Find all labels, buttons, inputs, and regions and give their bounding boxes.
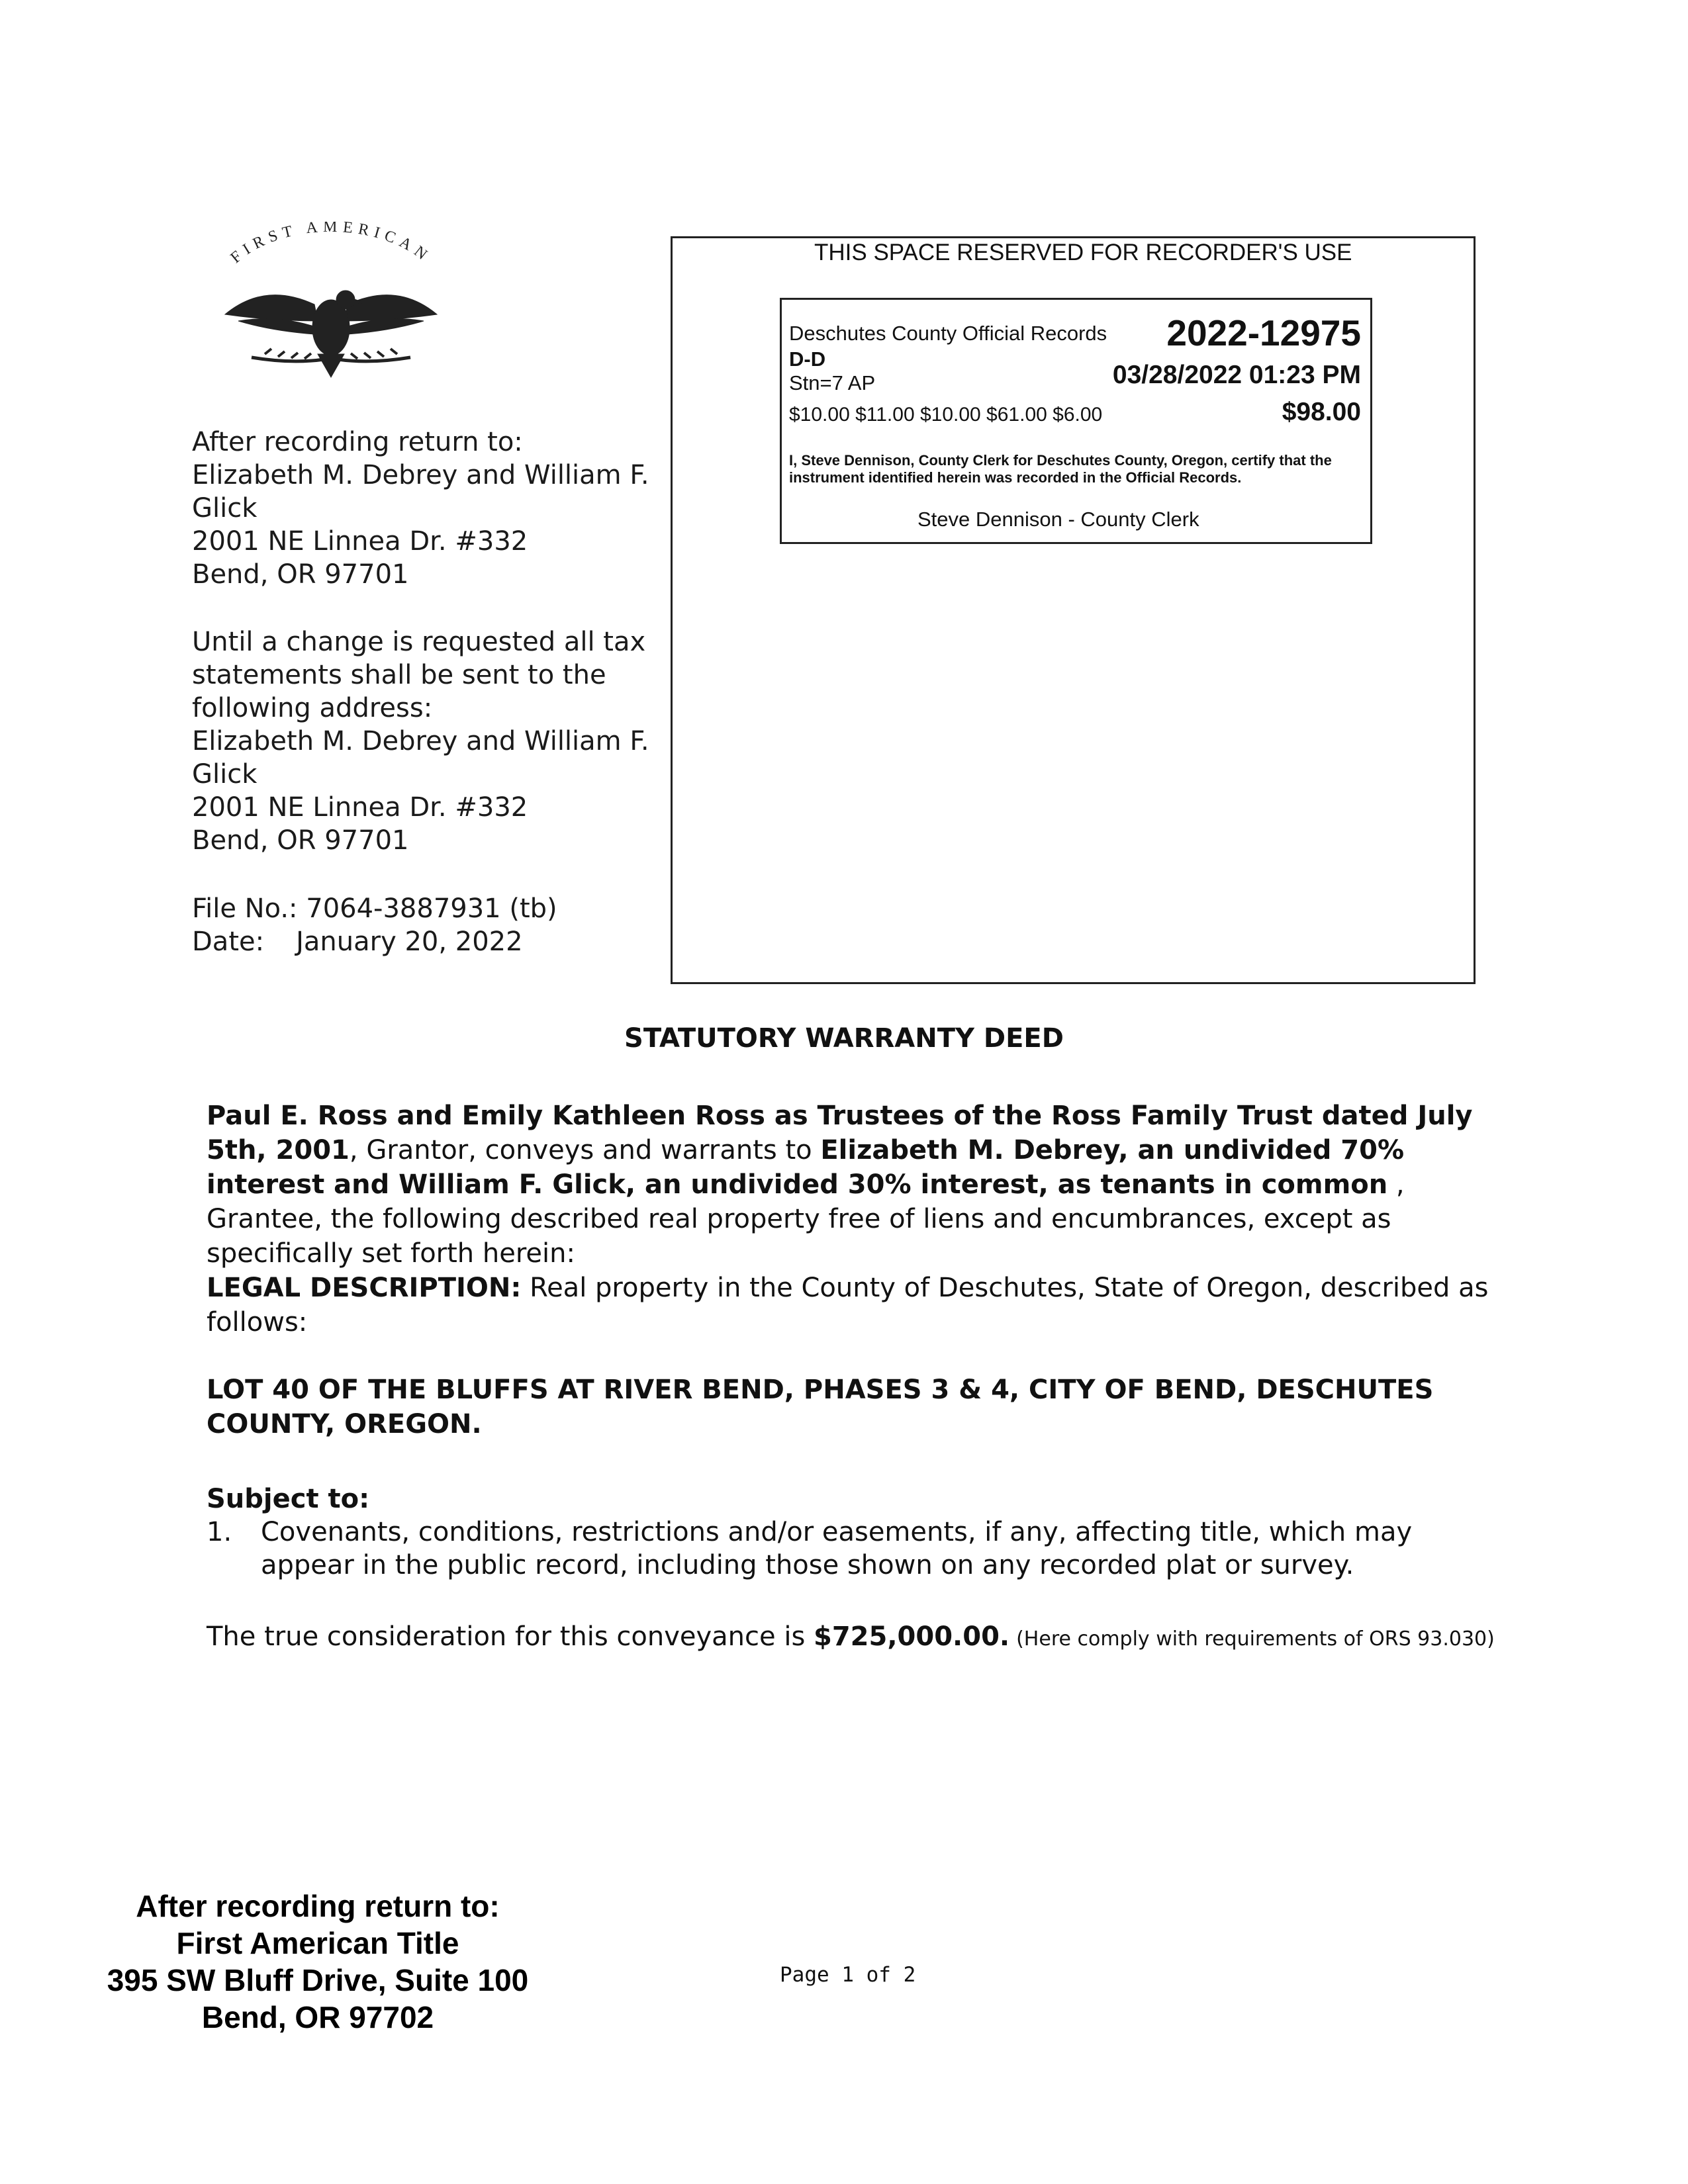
grant-paragraph [207, 1099, 1504, 1271]
record-number: 2022-12975 [1166, 312, 1361, 353]
recorder-caption: THIS SPACE RESERVED FOR RECORDER'S USE [814, 240, 1352, 265]
return-line: Elizabeth M. Debrey and William F. [192, 460, 649, 490]
deed-title: STATUTORY WARRANTY DEED [624, 1023, 1064, 1054]
tax-line: Bend, OR 97701 [192, 825, 409, 856]
footer-line: After recording return to: [136, 1889, 500, 1923]
tax-statement-block [192, 625, 649, 857]
tax-line: following address: [192, 693, 433, 723]
tax-line: Until a change is requested all tax [192, 627, 646, 657]
recording-stamp [780, 298, 1372, 544]
station-id: Stn=7 AP [789, 371, 876, 394]
lot-description: LOT 40 OF THE BLUFFS AT RIVER BEND, PHASES 3 & 4, CITY OF BEND, DESCHUTES COUNTY, OREGON. [207, 1375, 1434, 1439]
tax-line: Elizabeth M. Debrey and William F. [192, 726, 649, 756]
consideration-amount: $725,000.00. [814, 1621, 1010, 1652]
return-line: 2001 NE Linnea Dr. #332 [192, 526, 528, 557]
return-line: Bend, OR 97701 [192, 559, 409, 590]
footer-line: 395 SW Bluff Drive, Suite 100 [107, 1963, 529, 1997]
date-row [192, 925, 557, 958]
county-records-label: Deschutes County Official Records [789, 322, 1107, 345]
grantee-tail: , Grantee, the following described real property free of liens and encumbrances, except as specifically set forth herein: [207, 1169, 1405, 1269]
file-number-value: 7064-3887931 (tb) [306, 893, 557, 924]
file-number-label: File No.: [192, 893, 298, 924]
grantee-names: Elizabeth M. Debrey, an undivided 70% interest and William F. Glick, an undivided 30% interest, as tenants in common [207, 1135, 1405, 1200]
eagle-icon [225, 291, 437, 377]
footer-line: Bend, OR 97702 [201, 2000, 434, 2034]
fee-breakdown: $10.00 $11.00 $10.00 $61.00 $6.00 [789, 404, 1103, 426]
consideration-lead: The true consideration for this conveyance is [207, 1621, 814, 1652]
grantor-names: Paul E. Ross and Emily Kathleen Ross as Trustees of the Ross Family Trust dated July 5th, 2001 [207, 1101, 1473, 1165]
legal-description-text: Real property in the County of Deschutes, State of Oregon, described as follows: [207, 1273, 1489, 1338]
grantor-tail: , Grantor, conveys and warrants to [349, 1135, 821, 1165]
list-item-text: Covenants, conditions, restrictions and/or easements, if any, affecting title, which may appear in the public record, including those shown on any recorded plat or survey. [261, 1517, 1413, 1580]
tax-line: 2001 NE Linnea Dr. #332 [192, 792, 528, 823]
file-number-row [192, 892, 557, 925]
list-item-number: 1. [207, 1517, 232, 1547]
tax-line: statements shall be sent to the [192, 660, 606, 690]
date-value: January 20, 2022 [296, 927, 523, 957]
file-info-block [192, 892, 557, 958]
fee-total: $98.00 [1282, 398, 1361, 426]
consideration-statement [207, 1621, 1495, 1652]
legal-description-label: LEGAL DESCRIPTION: [207, 1273, 522, 1303]
legal-description-paragraph [207, 1271, 1491, 1340]
list-item [207, 1516, 1491, 1582]
document-type: D-D [789, 347, 826, 371]
date-label: Date: [192, 927, 265, 957]
subject-to-heading: Subject to: [207, 1484, 370, 1514]
subject-to-list [207, 1516, 1491, 1582]
footer-return-block [93, 1888, 543, 2036]
tax-line: Glick [192, 759, 258, 790]
page-number: Page 1 of 2 [780, 1963, 916, 1987]
return-heading: After recording return to: [192, 427, 523, 457]
first-american-logo [199, 222, 463, 387]
consideration-note: (Here comply with requirements of ORS 93.030) [1016, 1627, 1495, 1651]
logo-arc-text: FIRST AMERICAN [227, 222, 435, 267]
record-datetime: 03/28/2022 01:23 PM [1112, 361, 1361, 389]
return-line: Glick [192, 493, 258, 523]
clerk-signature: Steve Dennison - County Clerk [917, 508, 1199, 531]
footer-line: First American Title [176, 1926, 459, 1960]
return-address-block [192, 426, 649, 591]
clerk-certification: I, Steve Dennison, County Clerk for Deschutes County, Oregon, certify that the instrument identified herein was recorded in the Official Records. [789, 452, 1332, 486]
